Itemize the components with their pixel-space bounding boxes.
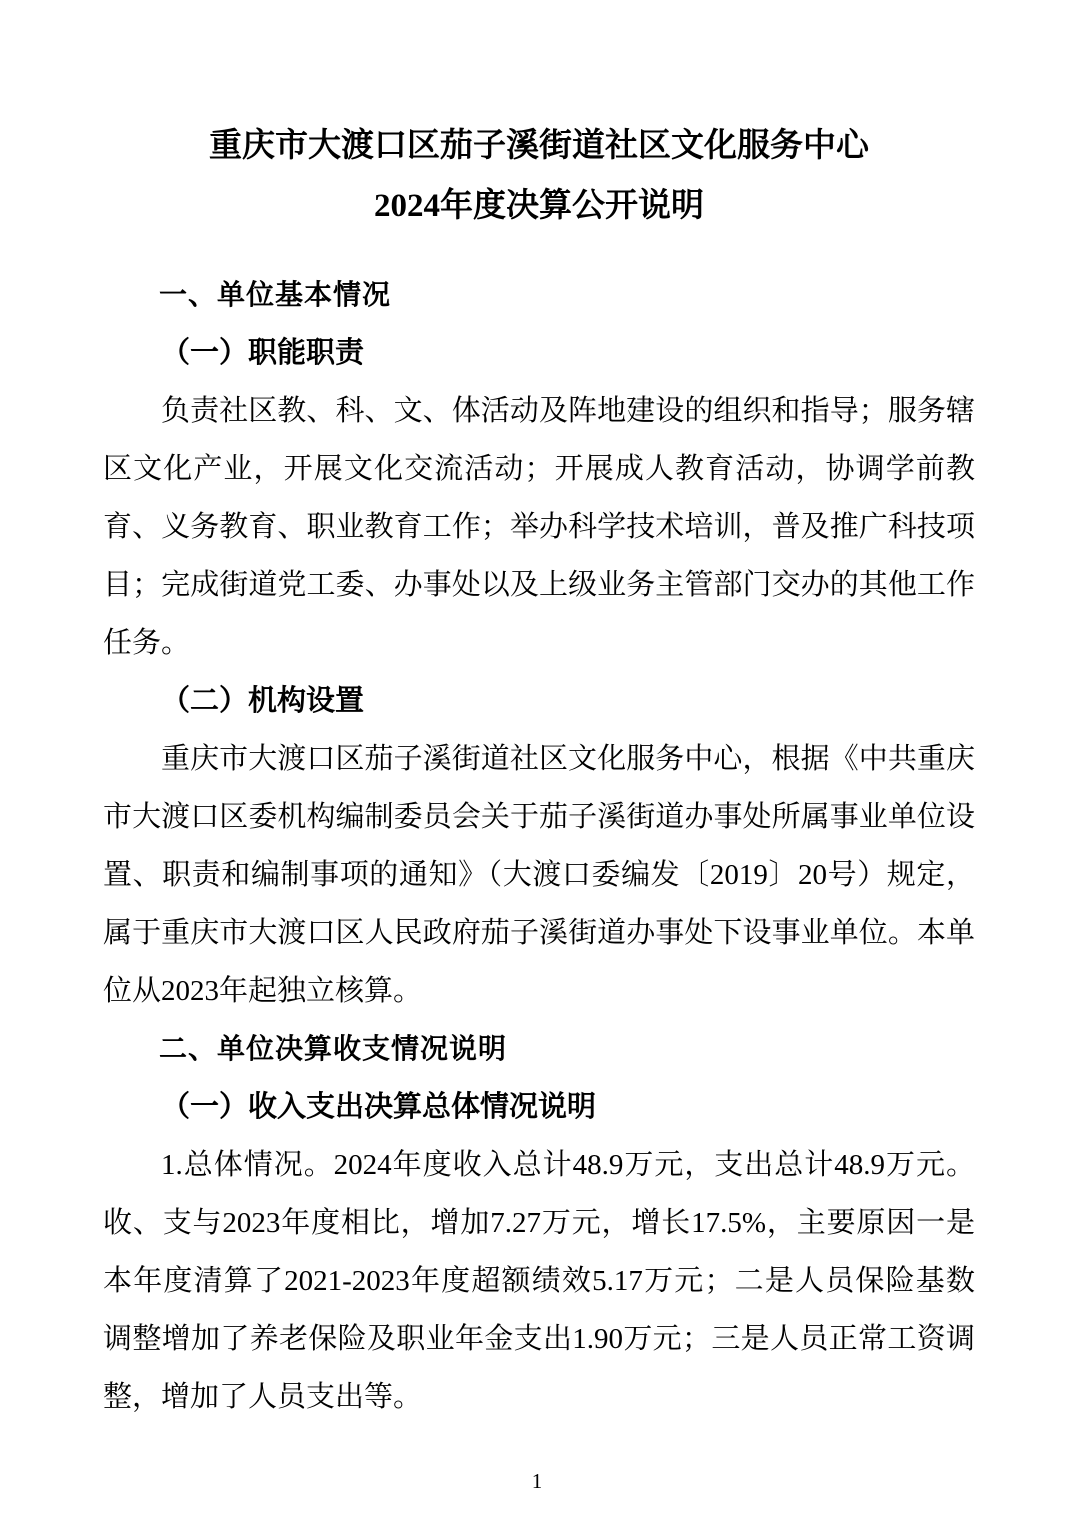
- section1-heading: 一、单位基本情况: [159, 279, 392, 310]
- section1-sub1-heading: （一）职能职责: [161, 337, 365, 369]
- section1-sub1-body: 负责社区教、科、文、体活动及阵地建设的组织和指导；服务辖区文化产业，开展文化交流活动；开展成人教育活动，协调学前教育、义务教育、职业教育工作；举办科学技术培训，普及推广科技项目；完成街道党工委、办事处以及上级业务主管部门交办的其他工作任务。: [103, 395, 975, 659]
- document-title-line1: 重庆市大渡口区茄子溪街道社区文化服务中心: [209, 128, 869, 164]
- section2-heading: 二、单位决算收支情况说明: [159, 1033, 508, 1064]
- section1-sub2-heading: （二）机构设置: [161, 685, 365, 717]
- page-number: 1: [531, 1469, 543, 1493]
- section2-sub1-heading: （一）收入支出决算总体情况说明: [161, 1091, 597, 1123]
- document-title: [103, 116, 975, 236]
- section1-sub2-body: 重庆市大渡口区茄子溪街道社区文化服务中心，根据《中共重庆市大渡口区委机构编制委员会关于茄子溪街道办事处所属事业单位设置、职责和编制事项的通知》（大渡口委编发〔2019〕20号）规定，属于重庆市大渡口区人民政府茄子溪街道办事处下设事业单位。本单位从2023年起独立核算。: [103, 743, 975, 1007]
- document-title-line2: 2024年度决算公开说明: [374, 188, 704, 224]
- section2-sub1-body: 1.总体情况。2024年度收入总计48.9万元，支出总计48.9万元。收、支与2023年度相比，增加7.27万元，增长17.5%，主要原因一是本年度清算了2021-2023年度超额绩效5.17万元；二是人员保险基数调整增加了养老保险及职业年金支出1.90万元；三是人员正常工资调整，增加了人员支出等。: [103, 1149, 975, 1413]
